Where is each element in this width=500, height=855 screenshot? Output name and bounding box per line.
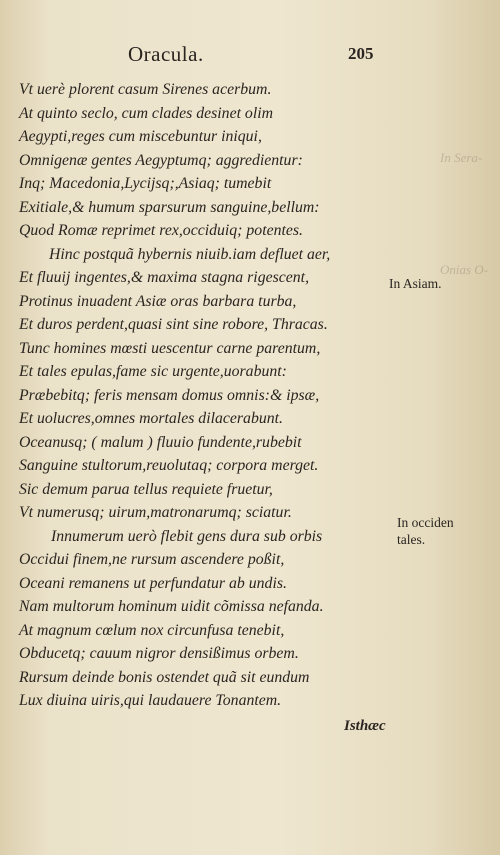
bleed-through-text: In Sera- <box>440 150 483 165</box>
verse-line: Rursum deinde bonis ostendet quã sit eundum <box>19 668 310 686</box>
margin-note <box>397 514 454 548</box>
verse-line: Aegypti,reges cum miscebuntur iniqui, <box>19 128 262 145</box>
verse-line: Hinc postquã hybernis niuib.iam defluet aer, <box>49 245 331 263</box>
verse-line: Obducetq; cauum nigror densißimus orbem. <box>19 645 299 662</box>
verse-line: Innumerum uerò flebit gens dura sub orbis <box>51 527 323 545</box>
verse-line: Et duros perdent,quasi sint sine robore, Thracas. <box>19 316 328 333</box>
verse-line: Vt uerè plorent casum Sirenes acerbum. <box>19 81 272 98</box>
margin-note-line: In occiden <box>397 515 454 530</box>
verse-line: Lux diuina uiris,qui laudauere Tonantem. <box>19 692 282 709</box>
verse-line: Oceanusq; ( malum ) fluuio fundente,rubebit <box>19 433 302 451</box>
verse-line: Exitiale,& humum sparsurum sanguine,bellum: <box>19 198 320 216</box>
page-title: Oracula. <box>128 42 204 66</box>
verse-line: Vt numerusq; uirum,matronarumq; sciatur. <box>19 504 292 521</box>
verse-line: Sanguine stultorum,reuolutaq; corpora merget. <box>19 457 319 474</box>
verse-line: Quod Romæ reprimet rex,occiduiq; potentes. <box>19 222 303 239</box>
running-head <box>0 38 500 68</box>
verse-line: Et tales epulas,fame sic urgente,uorabunt: <box>19 363 287 380</box>
verse-line: Oceani remanens ut perfundatur ab undis. <box>19 574 287 592</box>
verse-line: Et uolucres,omnes mortales dilacerabunt. <box>19 410 283 427</box>
verse-line: At magnum cœlum nox circunfusa tenebit, <box>19 621 285 639</box>
verse-line: Omnigenæ gentes Aegyptumq; aggredientur: <box>19 151 303 169</box>
margin-note <box>389 275 442 292</box>
verse-line: Inq; Macedonia,Lycijsq;,Asiaq; tumebit <box>19 175 272 192</box>
bleed-through-text: Onias O- <box>440 262 489 277</box>
verse-line: Nam multorum hominum uidit cõmissa nefanda. <box>19 598 324 615</box>
verse-line: Et fluuij ingentes,& maxima stagna rigescent, <box>19 269 310 286</box>
catchword: Isthæc <box>344 718 386 734</box>
page-number: 205 <box>348 44 374 63</box>
verse-line: Tunc homines mœsti uescentur carne parentum, <box>19 339 321 357</box>
verse-line: Occidui finem,ne rursum ascendere poßit, <box>19 551 285 568</box>
margin-note-line: In Asiam. <box>389 276 442 291</box>
verse-line: Protinus inuadent Asiæ oras barbara turba, <box>19 292 297 310</box>
margin-note-line: tales. <box>397 532 426 547</box>
verse-line: Præbebitq; feris mensam domus omnis:& ipsæ, <box>19 386 320 404</box>
verse-line: Sic demum parua tellus requiete fruetur, <box>19 480 273 498</box>
verse-line: At quinto seclo, cum clades desinet olim <box>19 104 274 122</box>
